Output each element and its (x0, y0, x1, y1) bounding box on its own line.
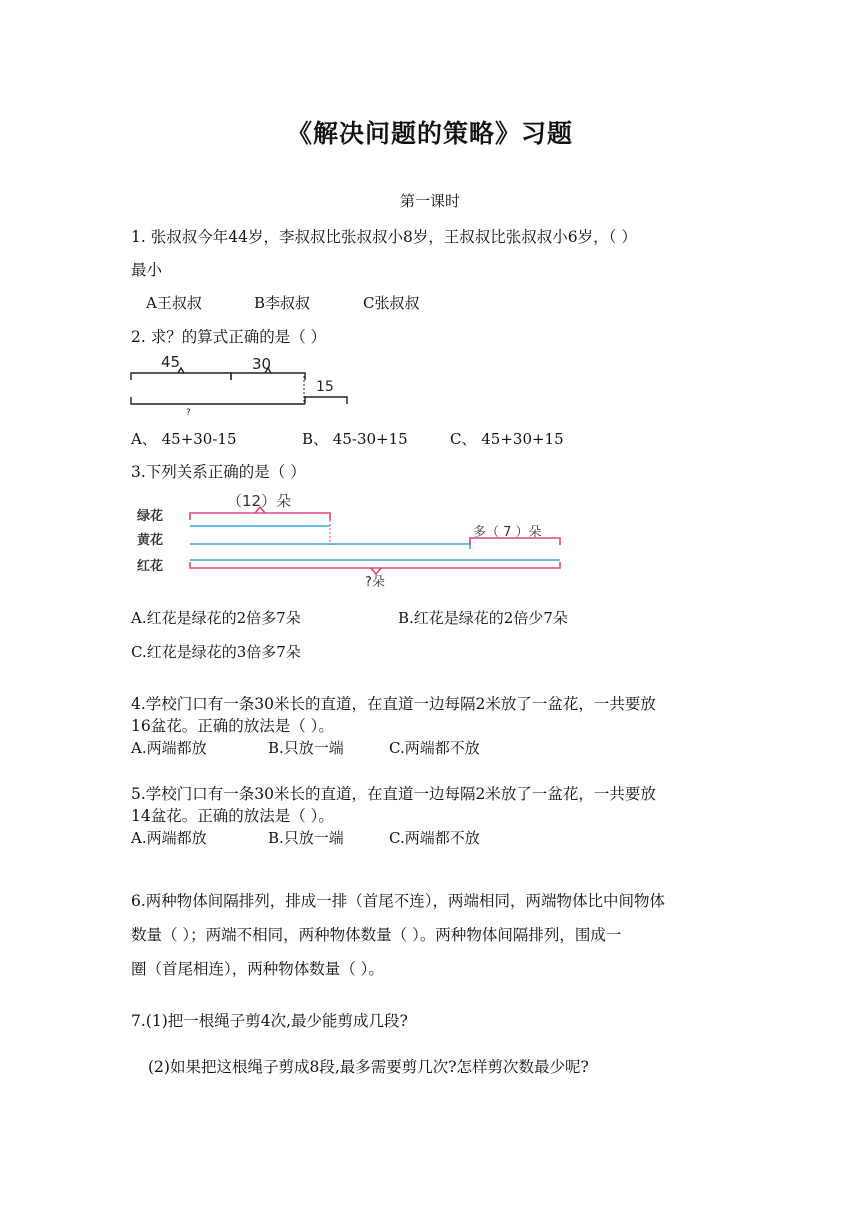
question-6-text-end: 圈（首尾相连），两种物体数量（ ）。 (131, 960, 384, 978)
question-4-option-b: B.只放一端 (268, 739, 344, 757)
question-3-option-c: C.红花是绿花的3倍多7朵 (131, 643, 301, 661)
question-5-text-cont: 14盆花。正确的放法是（ ）。 (131, 807, 334, 825)
label-red-total: ?朵 (365, 575, 385, 590)
brace-red-tip (371, 568, 381, 574)
question-4-option-c: C.两端都不放 (389, 739, 480, 757)
section-heading: 第一课时 (399, 192, 460, 210)
question-3-option-a: A.红花是绿花的2倍多7朵 (131, 609, 301, 627)
document-title: 《解决问题的策略》习题 (286, 119, 573, 148)
row-label-red: 红花 (137, 559, 164, 574)
question-3-option-b: B.红花是绿花的2倍少7朵 (398, 609, 568, 627)
question-6-text: 6.两种物体间隔排列，排成一排（首尾不连），两端相同，两端物体比中间物体 (131, 892, 666, 910)
question-5-option-b: B.只放一端 (268, 829, 344, 847)
question-3-text: 3.下列关系正确的是（ ） (131, 463, 306, 481)
question-1-option-c: C张叔叔 (363, 294, 420, 312)
question-5-option-c: C.两端都不放 (389, 829, 480, 847)
label-15: 15 (316, 379, 334, 395)
brace-green (190, 513, 330, 520)
label-twelve: （12）朵 (227, 492, 292, 510)
question-7-part-1: 7.(1)把一根绳子剪4次,最少能剪成几段? (131, 1012, 408, 1030)
question-5-text: 5.学校门口有一条30米长的直道，在直道一边每隔2米放了一盆花，一共要放 (131, 785, 656, 803)
question-6-text-cont: 数量（ ）；两端不相同，两种物体数量（ ）。两种物体间隔排列，围成一 (131, 926, 622, 944)
question-3-line-diagram (135, 490, 580, 590)
question-1-text: 1. 张叔叔今年44岁，李叔叔比张叔叔小8岁，王叔叔比张叔叔小6岁，（ ） (131, 228, 637, 246)
label-30: 30 (252, 355, 272, 373)
brace-red (190, 562, 560, 568)
question-1-text-cont: 最小 (131, 261, 163, 279)
question-2-line-diagram (128, 352, 358, 420)
question-7-part-2: (2)如果把这根绳子剪成8段,最多需要剪几次?怎样剪次数最少呢? (148, 1058, 589, 1076)
label-45: 45 (161, 353, 181, 371)
brace-45 (131, 373, 231, 380)
label-more-seven: 多（ 7 ）朵 (473, 525, 542, 540)
question-4-option-a: A.两端都放 (131, 739, 207, 757)
question-2-option-b: B、 45-30+15 (302, 430, 408, 448)
question-2-option-a: A、 45+30-15 (131, 430, 237, 448)
question-5-option-a: A.两端都放 (131, 829, 207, 847)
question-1-option-b: B李叔叔 (254, 294, 311, 312)
bottom-line (131, 397, 305, 404)
row-label-green: 绿花 (137, 509, 164, 524)
question-2-text: 2. 求？的算式正确的是（ ） (131, 328, 327, 346)
brace-15 (305, 397, 347, 404)
question-1-option-a: A王叔叔 (146, 294, 202, 312)
label-question: ? (186, 408, 191, 418)
question-4-text-cont: 16盆花。正确的放法是（ ）。 (131, 717, 334, 735)
question-4-text: 4.学校门口有一条30米长的直道，在直道一边每隔2米放了一盆花，一共要放 (131, 695, 656, 713)
brace-30 (231, 373, 305, 380)
row-label-yellow: 黄花 (137, 533, 164, 548)
question-2-option-c: C、 45+30+15 (450, 430, 564, 448)
